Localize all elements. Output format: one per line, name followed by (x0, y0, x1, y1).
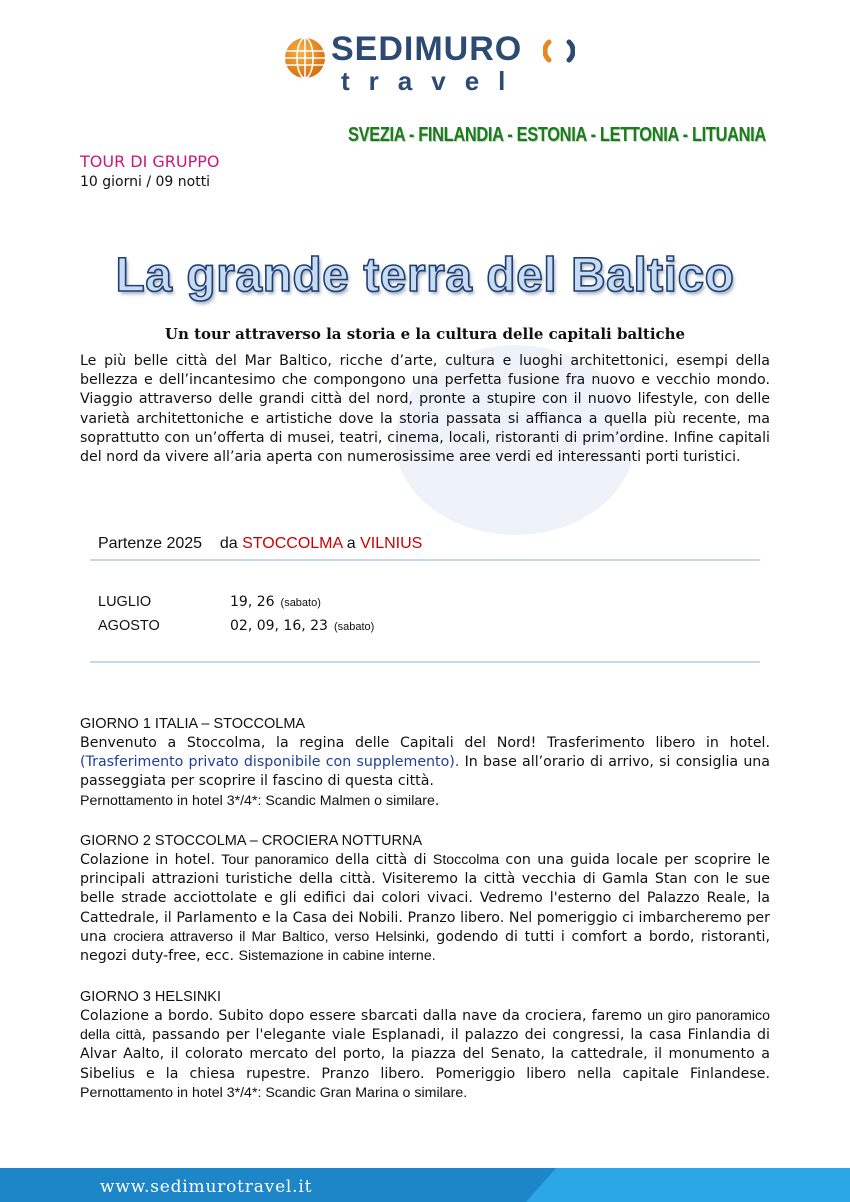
brand-o-icon (543, 34, 575, 68)
day-title: GIORNO 3 HELSINKI (80, 989, 222, 1005)
day-highlight: Sistemazione in cabine interne. (238, 948, 436, 965)
day-text: , godendo di tutti i comfort a bordo, ristoranti, negozi duty-free, ecc. (80, 928, 770, 965)
day-text: . (434, 792, 440, 809)
globe-icon (283, 36, 327, 80)
day-description (80, 851, 770, 966)
tour-duration: 10 giorni / 09 notti (80, 174, 211, 190)
overnight-hotel: Pernottamento in hotel 3*/4*: Scandic Malmen o similare (80, 792, 435, 809)
departure-note: (sabato) (280, 597, 321, 609)
departures-to-word: a (346, 535, 356, 552)
departure-row (98, 594, 321, 610)
tour-type: TOUR DI GRUPPO (80, 152, 220, 171)
brand-tagline: travel (341, 66, 525, 96)
day-description (80, 734, 770, 792)
footer-bar (0, 1168, 850, 1202)
departure-row (98, 618, 374, 634)
day-highlight: Stoccolma (432, 852, 500, 868)
day-text: In base all’orario di arrivo, si consiglia una passeggiata per scoprire il fascino di questa città. (80, 754, 770, 790)
website-link[interactable]: www.sedimurotravel.it (100, 1177, 313, 1197)
page-title: La grande terra del Baltico (115, 249, 735, 302)
day-text: della città di (328, 852, 433, 868)
divider (90, 661, 760, 663)
departures-from-city: STOCCOLMA (242, 535, 343, 552)
countries-list: SVEZIA - FINLANDIA - ESTONIA - LETTONIA - LITUANIA (348, 124, 766, 146)
day-highlight: Tour panoramico (221, 852, 329, 868)
day-title: GIORNO 2 STOCCOLMA – CROCIERA NOTTURNA (80, 833, 423, 849)
page-subtitle: Un tour attraverso la storia e la cultura delle capitali baltiche (164, 325, 686, 343)
day-description (80, 1007, 770, 1103)
brand-logo[interactable] (283, 32, 583, 94)
intro-paragraph: Le più belle città del Mar Baltico, ricche d’arte, cultura e luoghi architettonici, esempi della bellezza e dell’incantesimo che compongono una perfetta fusione fra nuovo e vecchio mondo. Viaggio attraverso delle grandi città del nord, pronte a stupire con il nuovo lifestyle, con delle varietà architettoniche e artistiche dove la storia passata si affianca a quella più recente, ma soprattutto con un’offerta di musei, teatri, cinema, locali, ristoranti di prim’ordine. Infine capitali del nord da vivere all’aria aperta con numerosissime aree verdi ed interessanti porti turistici. (80, 353, 770, 466)
day-2-section (80, 832, 770, 966)
day-text: Colazione in hotel. (80, 852, 222, 868)
day-text: Colazione a bordo. Subito dopo essere sbarcati dalla nave da crociera, faremo (80, 1008, 648, 1024)
divider (90, 559, 760, 561)
departure-note: (sabato) (333, 621, 375, 633)
day-3-section (80, 988, 770, 1103)
day-text: Benvenuto a Stoccolma, la regina delle Capitali del Nord! Trasferimento libero in hotel. (80, 735, 770, 751)
departures-to-city: VILNIUS (360, 535, 423, 552)
day-overnight (80, 792, 770, 811)
day-highlight: Pernottamento in hotel 3*/4*: Scandic Gran Marina o similare. (80, 1084, 468, 1101)
transfer-note: (Trasferimento privato disponibile con supplemento). (80, 754, 460, 771)
departure-month: AGOSTO (98, 618, 160, 634)
departures-heading (98, 535, 422, 553)
day-highlight: crociera attraverso il Mar Baltico, verso Helsinki (113, 928, 426, 945)
day-title: GIORNO 1 ITALIA – STOCCOLMA (80, 716, 306, 732)
departure-month: LUGLIO (98, 594, 152, 610)
day-text: , passando per l'elegante viale Esplanadi, il palazzo dei congressi, la casa Finlandia di Alvar Aalto, il colorato mercato del porto, la piazza del Senato, la cattedrale, il monumento a Sibelius e la chiesa rupestre. Pranzo libero. Pomeriggio libero nella capitale Finlandese. (80, 1027, 770, 1082)
departures-label: Partenze 2025 (98, 535, 203, 552)
day-1-section (80, 715, 770, 811)
departure-dates: 19, 26 (230, 594, 275, 610)
day-highlight: un giro panoramico della città (80, 1008, 771, 1044)
brand-name: SEDIMURO (331, 30, 523, 68)
day-text: con una guida locale per scoprire le principali attrazioni turistiche della città. Visiteremo la città vecchia di Gamla Stan con le sue belle strade acciottolate e gli edifici dai colori vivaci. Vedremo l'esterno del Palazzo Reale, la Cattedrale, il Parlamento e la Casa dei Nobili. Pranzo libero. Nel pomeriggio ci imbarcheremo per una (80, 852, 770, 945)
departures-from-word: da (219, 535, 238, 552)
departure-dates: 02, 09, 16, 23 (230, 618, 328, 634)
